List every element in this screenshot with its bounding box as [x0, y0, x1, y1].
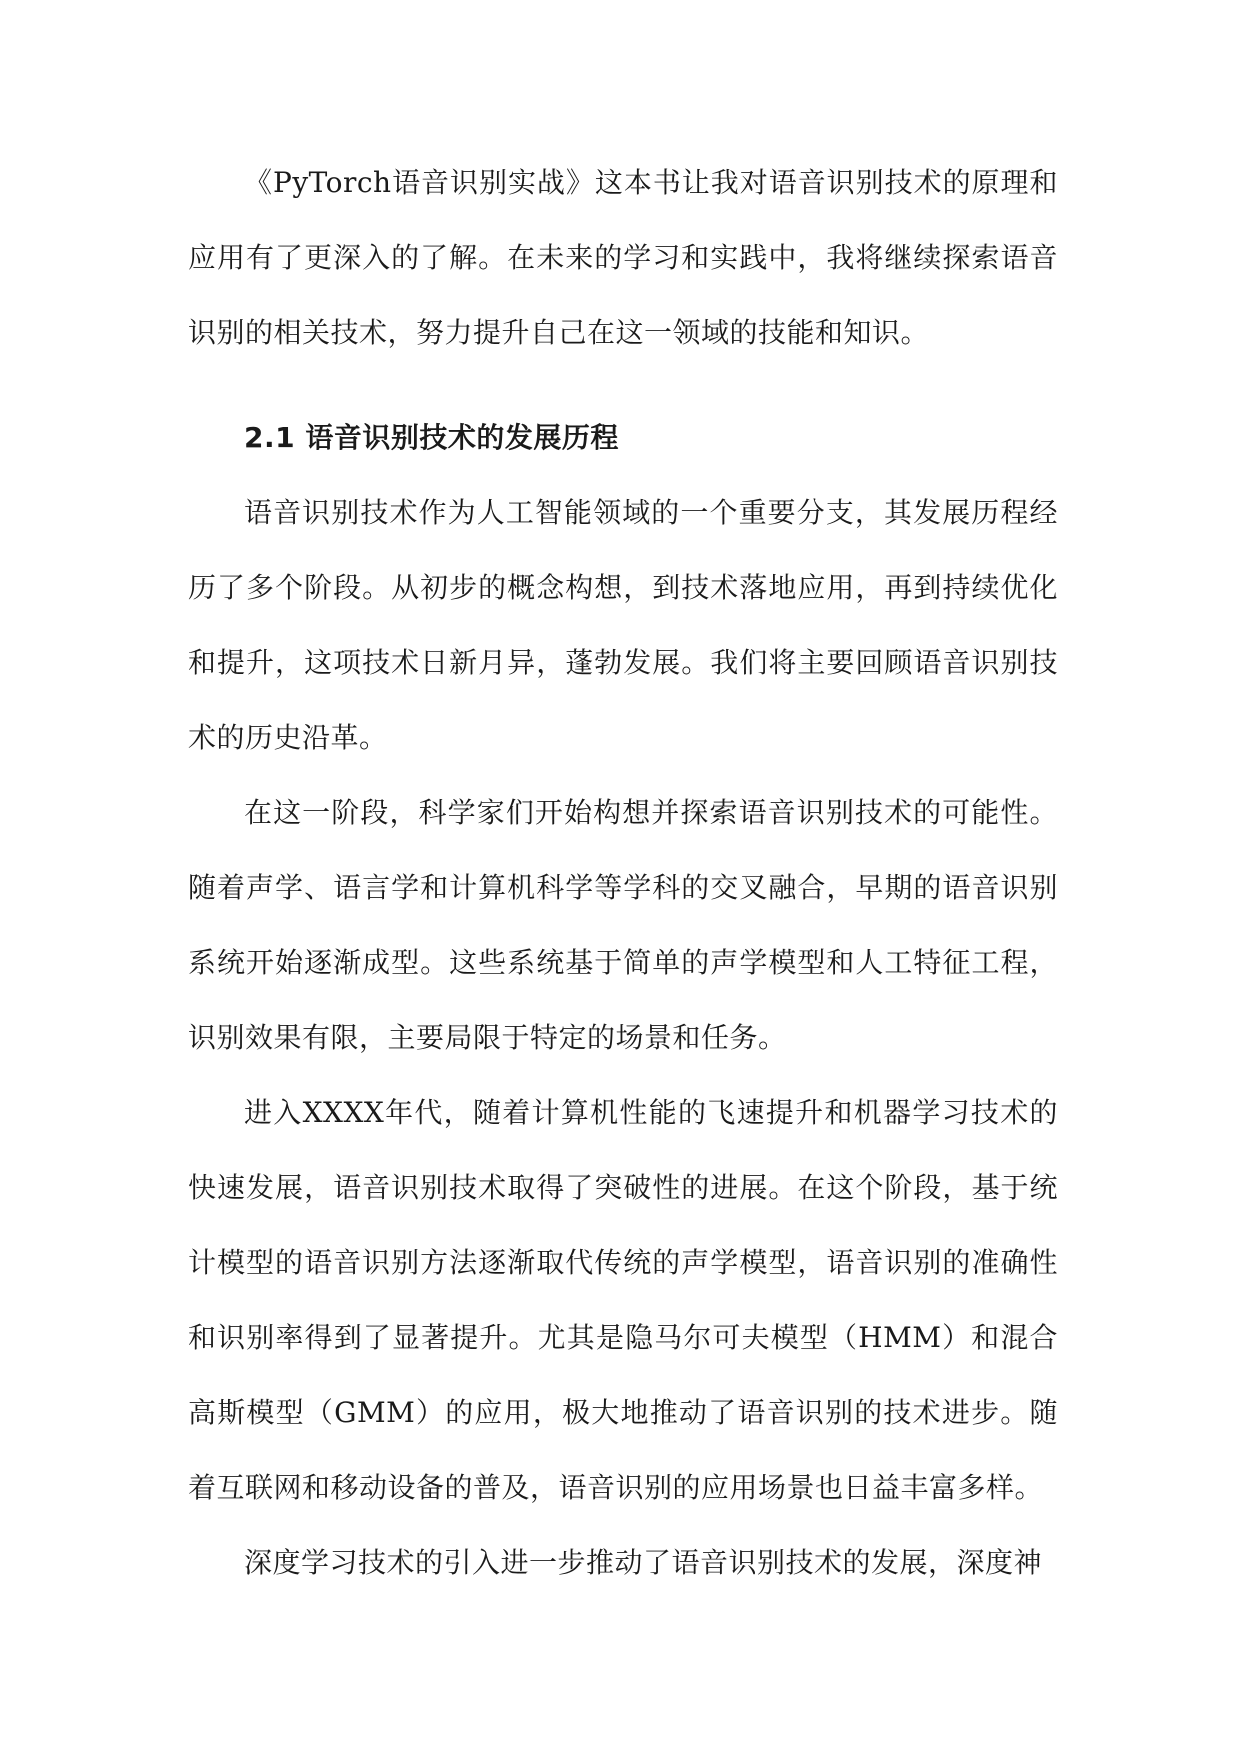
paragraph-deep-learning-stage: 深度学习技术的引入进一步推动了语音识别技术的发展，深度神	[244, 1546, 1043, 1579]
paragraph-early-stage: 在这一阶段，科学家们开始构想并探索语音识别技术的可能性。随着声学、语言学和计算机科学等学科的交叉融合，早期的语音识别系统开始逐渐成型。这些系统基于简单的声学模型和人工特征工程，识别效果有限，主要局限于特定的场景和任务。	[188, 796, 1058, 1054]
paragraph-overview: 语音识别技术作为人工智能领域的一个重要分支，其发展历程经历了多个阶段。从初步的概念构想，到技术落地应用，再到持续优化和提升，这项技术日新月异，蓬勃发展。我们将主要回顾语音识别技术的历史沿革。	[188, 496, 1058, 754]
paragraph-statistical-stage: 进入XXXX年代，随着计算机性能的飞速提升和机器学习技术的快速发展，语音识别技术取得了突破性的进展。在这个阶段，基于统计模型的语音识别方法逐渐取代传统的声学模型，语音识别的准确性和识别率得到了显著提升。尤其是隐马尔可夫模型（HMM）和混合高斯模型（GMM）的应用，极大地推动了语音识别的技术进步。随着互联网和移动设备的普及，语音识别的应用场景也日益丰富多样。	[188, 1096, 1058, 1504]
page-content	[188, 145, 1058, 1600]
section-heading: 2.1 语音识别技术的发展历程	[244, 421, 619, 454]
paragraph-book-summary: 《PyTorch语音识别实战》这本书让我对语音识别技术的原理和应用有了更深入的了解。在未来的学习和实践中，我将继续探索语音识别的相关技术，努力提升自己在这一领域的技能和知识。	[188, 166, 1058, 349]
